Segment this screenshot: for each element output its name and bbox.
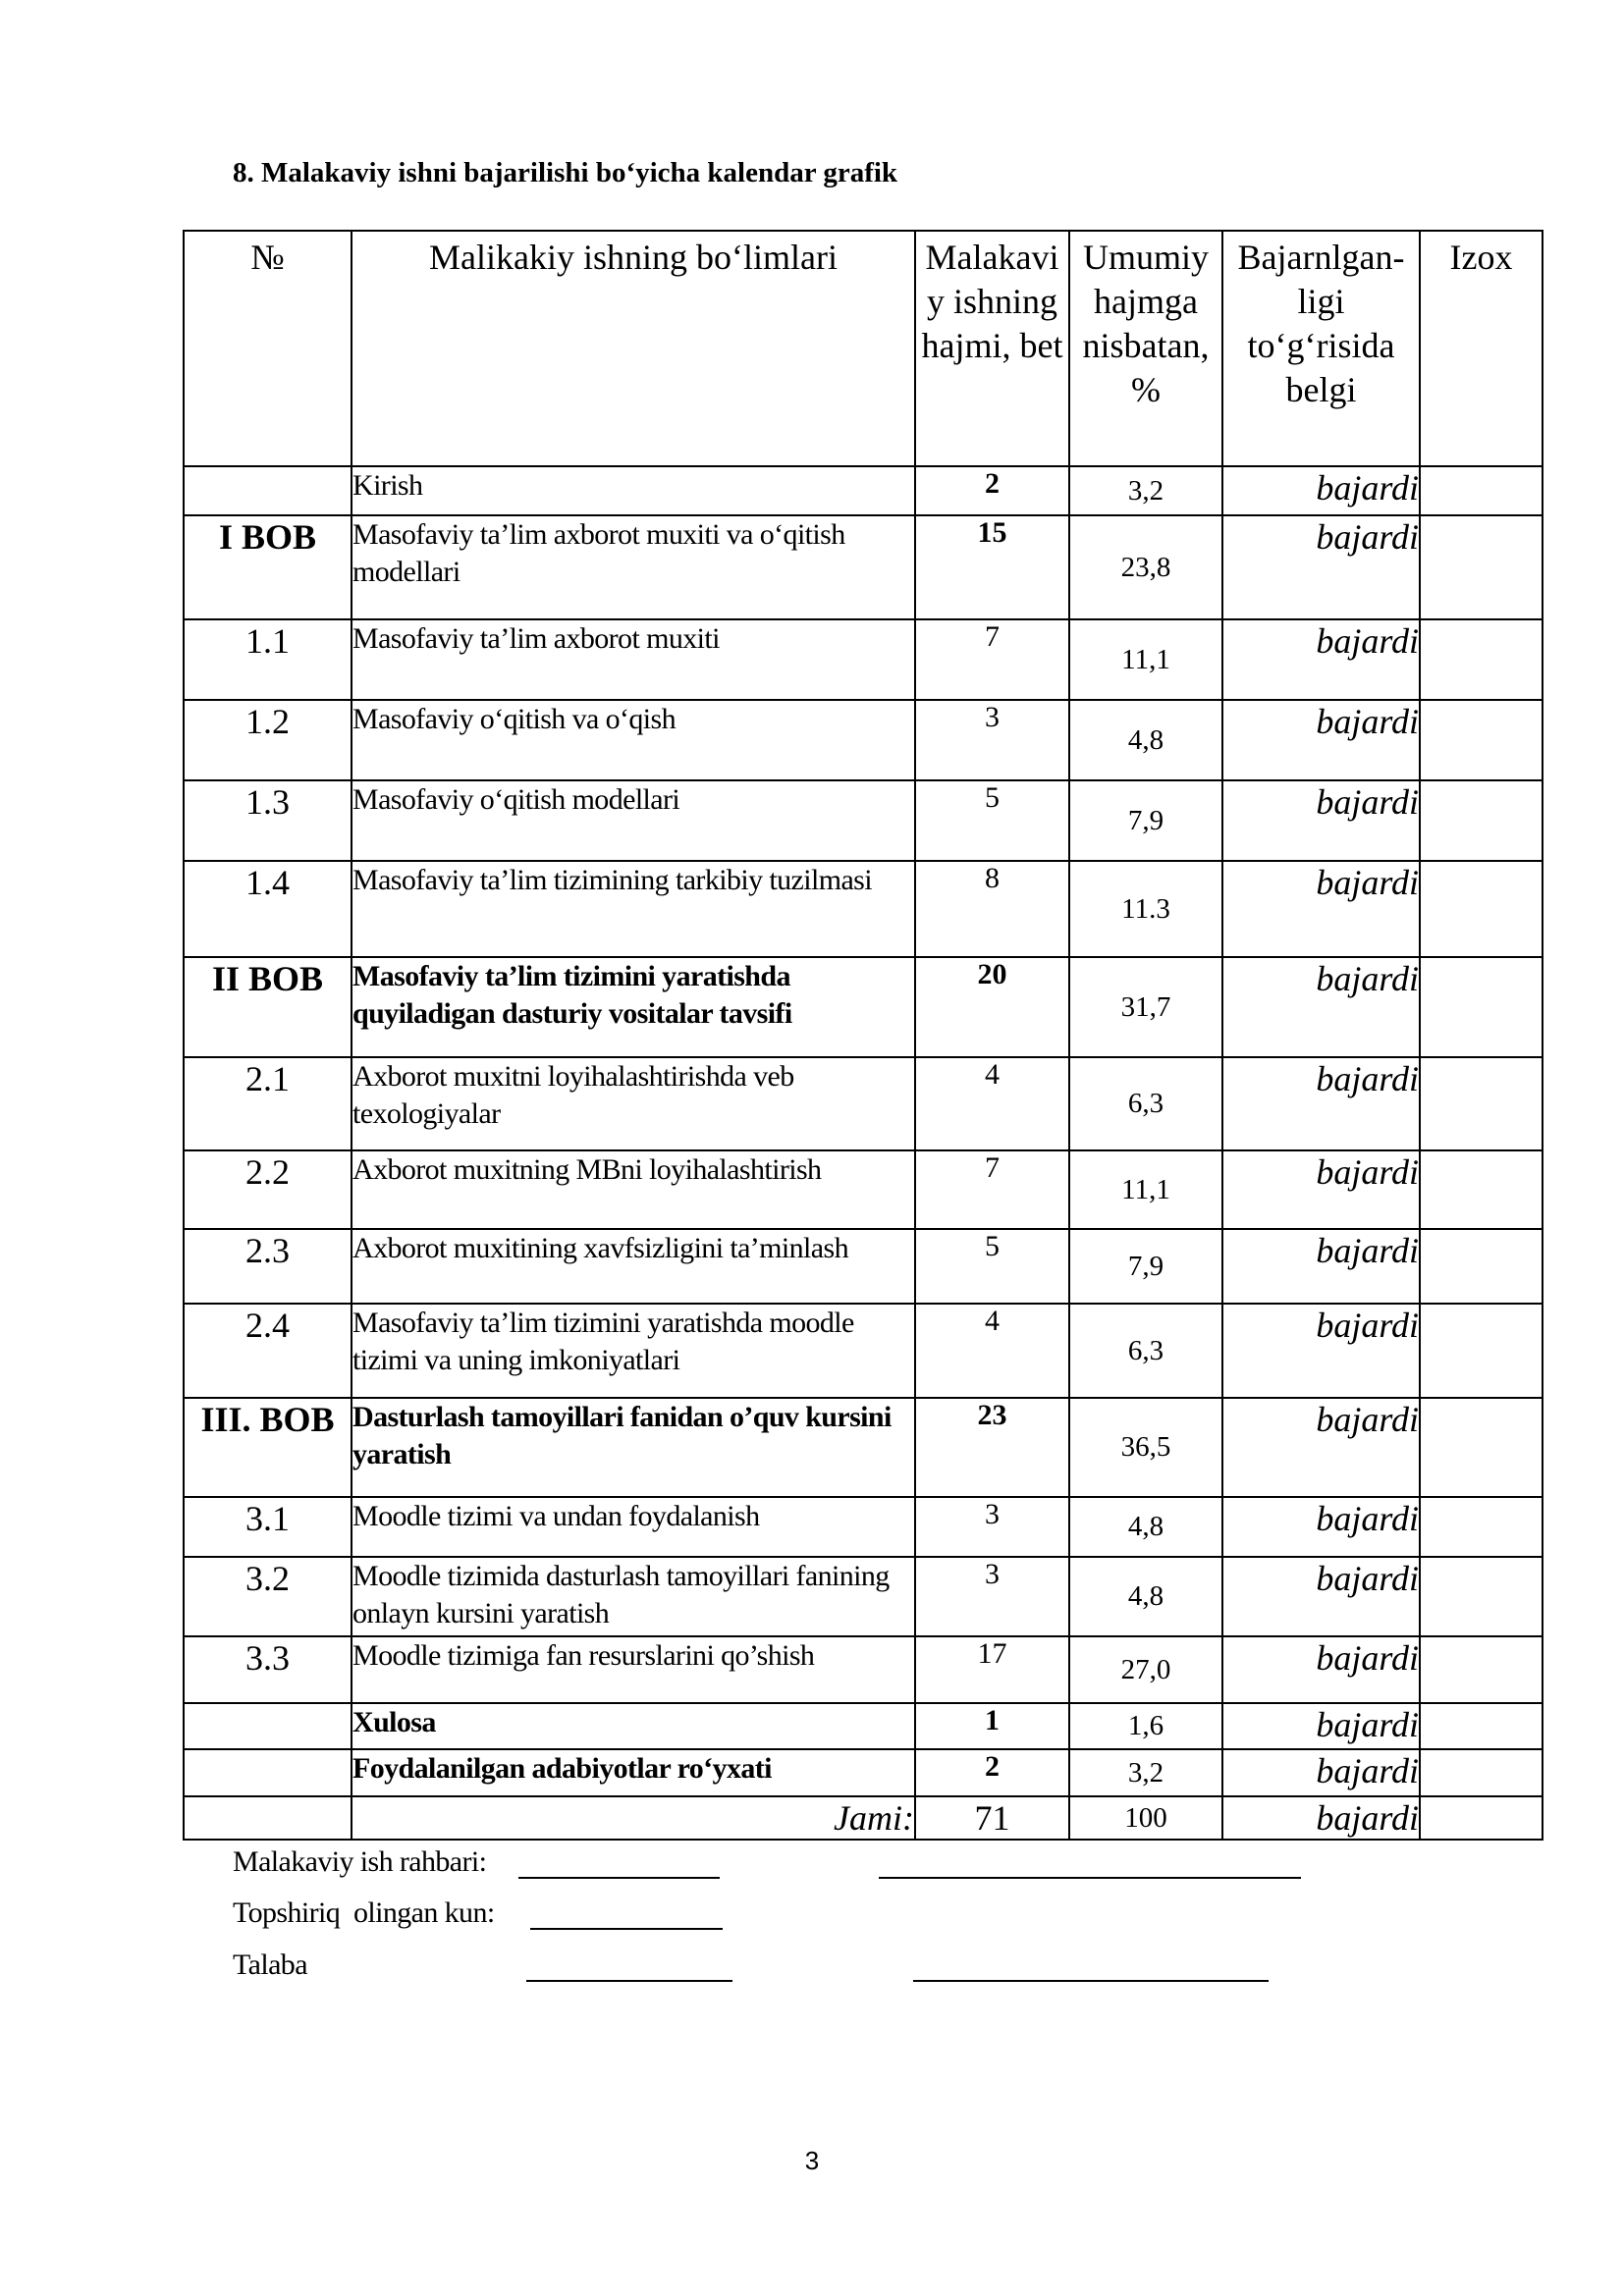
row-status: bajardi bbox=[1222, 1229, 1420, 1304]
assigned-date-label: Topshiriq olingan kun: bbox=[233, 1896, 495, 1929]
header-sections: Malikakiy ishning bo‘limlari bbox=[352, 231, 915, 466]
row-section-title: Kirish bbox=[352, 466, 915, 515]
student-signature-line bbox=[526, 1949, 732, 1982]
row-percent: 7,9 bbox=[1069, 1229, 1222, 1304]
row-note bbox=[1420, 1229, 1543, 1304]
row-number: 2.1 bbox=[184, 1057, 352, 1150]
row-number: III. BOB bbox=[184, 1398, 352, 1497]
row-status: bajardi bbox=[1222, 466, 1420, 515]
header-volume: Malakavi y ishning hajmi, bet bbox=[915, 231, 1069, 466]
row-percent: 31,7 bbox=[1069, 957, 1222, 1057]
table-body bbox=[184, 466, 1543, 1796]
row-pages: 3 bbox=[915, 1497, 1069, 1557]
row-section-title: Axborot muxitni loyihalashtirishda veb texologiyalar bbox=[352, 1057, 915, 1150]
row-section-title: Masofaviy o‘qitish modellari bbox=[352, 780, 915, 861]
header-status: Bajarnlgan-ligi to‘g‘risida belgi bbox=[1222, 231, 1420, 466]
table-row bbox=[184, 861, 1543, 957]
table-row bbox=[184, 619, 1543, 700]
row-number bbox=[184, 1749, 352, 1796]
row-percent: 11,1 bbox=[1069, 1150, 1222, 1229]
row-status: bajardi bbox=[1222, 1304, 1420, 1398]
table-row bbox=[184, 1557, 1543, 1636]
row-pages: 3 bbox=[915, 1557, 1069, 1636]
row-percent: 4,8 bbox=[1069, 1497, 1222, 1557]
supervisor-signature-line bbox=[518, 1845, 720, 1879]
row-pages: 3 bbox=[915, 700, 1069, 780]
table-row bbox=[184, 1057, 1543, 1150]
row-section-title: Dasturlash tamoyillari fanidan o’quv kursini yaratish bbox=[352, 1398, 915, 1497]
row-section-title: Xulosa bbox=[352, 1703, 915, 1749]
total-pages: 71 bbox=[915, 1796, 1069, 1840]
row-note bbox=[1420, 466, 1543, 515]
row-number: 3.1 bbox=[184, 1497, 352, 1557]
table-row bbox=[184, 700, 1543, 780]
row-note bbox=[1420, 1636, 1543, 1703]
row-pages: 23 bbox=[915, 1398, 1069, 1497]
total-number-cell bbox=[184, 1796, 352, 1840]
row-note bbox=[1420, 861, 1543, 957]
row-status: bajardi bbox=[1222, 700, 1420, 780]
row-section-title: Masofaviy ta’lim tizimini yaratishda quyiladigan dasturiy vositalar tavsifi bbox=[352, 957, 915, 1057]
page-number: 3 bbox=[804, 2146, 820, 2175]
row-status: bajardi bbox=[1222, 1398, 1420, 1497]
row-number: 2.2 bbox=[184, 1150, 352, 1229]
row-section-title: Masofaviy ta’lim axborot muxiti va o‘qitish modellari bbox=[352, 515, 915, 619]
table-row bbox=[184, 780, 1543, 861]
row-percent: 11,1 bbox=[1069, 619, 1222, 700]
row-note bbox=[1420, 619, 1543, 700]
row-section-title: Axborot muxitning MBni loyihalashtirish bbox=[352, 1150, 915, 1229]
row-status: bajardi bbox=[1222, 861, 1420, 957]
row-pages: 2 bbox=[915, 466, 1069, 515]
row-percent: 6,3 bbox=[1069, 1304, 1222, 1398]
row-percent: 27,0 bbox=[1069, 1636, 1222, 1703]
row-note bbox=[1420, 957, 1543, 1057]
row-section-title: Masofaviy ta’lim tizimining tarkibiy tuzilmasi bbox=[352, 861, 915, 957]
row-section-title: Moodle tizimi va undan foydalanish bbox=[352, 1497, 915, 1557]
row-number: 1.2 bbox=[184, 700, 352, 780]
row-pages: 4 bbox=[915, 1304, 1069, 1398]
row-status: bajardi bbox=[1222, 515, 1420, 619]
row-number: I BOB bbox=[184, 515, 352, 619]
row-status: bajardi bbox=[1222, 1497, 1420, 1557]
row-status: bajardi bbox=[1222, 619, 1420, 700]
assigned-date-line bbox=[530, 1896, 723, 1930]
row-status: bajardi bbox=[1222, 1636, 1420, 1703]
table-row bbox=[184, 1749, 1543, 1796]
table-row bbox=[184, 1229, 1543, 1304]
row-status: bajardi bbox=[1222, 1749, 1420, 1796]
table-header-row bbox=[184, 231, 1543, 466]
row-pages: 17 bbox=[915, 1636, 1069, 1703]
row-section-title: Masofaviy ta’lim tizimini yaratishda moodle tizimi va uning imkoniyatlari bbox=[352, 1304, 915, 1398]
row-note bbox=[1420, 1703, 1543, 1749]
table-row bbox=[184, 957, 1543, 1057]
row-status: bajardi bbox=[1222, 1557, 1420, 1636]
row-pages: 5 bbox=[915, 1229, 1069, 1304]
row-number: 3.3 bbox=[184, 1636, 352, 1703]
row-section-title: Moodle tizimida dasturlash tamoyillari fanining onlayn kursini yaratish bbox=[352, 1557, 915, 1636]
row-percent: 23,8 bbox=[1069, 515, 1222, 619]
row-note bbox=[1420, 780, 1543, 861]
row-section-title: Foydalanilgan adabiyotlar ro‘yxati bbox=[352, 1749, 915, 1796]
row-percent: 6,3 bbox=[1069, 1057, 1222, 1150]
header-note: Izox bbox=[1420, 231, 1543, 466]
row-status: bajardi bbox=[1222, 1703, 1420, 1749]
row-note bbox=[1420, 1749, 1543, 1796]
row-number: 2.3 bbox=[184, 1229, 352, 1304]
row-percent: 7,9 bbox=[1069, 780, 1222, 861]
row-note bbox=[1420, 1497, 1543, 1557]
row-percent: 3,2 bbox=[1069, 466, 1222, 515]
row-note bbox=[1420, 515, 1543, 619]
row-note bbox=[1420, 1150, 1543, 1229]
table-row bbox=[184, 1304, 1543, 1398]
row-percent: 11.3 bbox=[1069, 861, 1222, 957]
total-status: bajardi bbox=[1222, 1796, 1420, 1840]
row-pages: 20 bbox=[915, 957, 1069, 1057]
row-percent: 4,8 bbox=[1069, 700, 1222, 780]
row-pages: 15 bbox=[915, 515, 1069, 619]
row-note bbox=[1420, 700, 1543, 780]
header-percent: Umumiy hajmga nisbatan, % bbox=[1069, 231, 1222, 466]
row-percent: 3,2 bbox=[1069, 1749, 1222, 1796]
row-pages: 2 bbox=[915, 1749, 1069, 1796]
calendar-table bbox=[183, 230, 1543, 1841]
row-section-title: Moodle tizimiga fan resurslarini qo’shish bbox=[352, 1636, 915, 1703]
row-status: bajardi bbox=[1222, 780, 1420, 861]
row-note bbox=[1420, 1398, 1543, 1497]
total-note-cell bbox=[1420, 1796, 1543, 1840]
total-percent: 100 bbox=[1069, 1796, 1222, 1840]
row-section-title: Masofaviy o‘qitish va o‘qish bbox=[352, 700, 915, 780]
student-name-line bbox=[913, 1949, 1269, 1982]
student-label: Talaba bbox=[233, 1949, 307, 1981]
row-pages: 7 bbox=[915, 619, 1069, 700]
supervisor-name-line bbox=[879, 1845, 1301, 1879]
row-note bbox=[1420, 1057, 1543, 1150]
row-number: 2.4 bbox=[184, 1304, 352, 1398]
row-number: 1.3 bbox=[184, 780, 352, 861]
row-number bbox=[184, 1703, 352, 1749]
document-heading: 8. Malakaviy ishni bajarilishi bo‘yicha kalendar grafik bbox=[233, 157, 898, 188]
total-row bbox=[184, 1796, 1543, 1840]
row-note bbox=[1420, 1304, 1543, 1398]
row-number bbox=[184, 466, 352, 515]
row-section-title: Masofaviy ta’lim axborot muxiti bbox=[352, 619, 915, 700]
row-status: bajardi bbox=[1222, 957, 1420, 1057]
table-row bbox=[184, 1150, 1543, 1229]
row-percent: 1,6 bbox=[1069, 1703, 1222, 1749]
row-pages: 1 bbox=[915, 1703, 1069, 1749]
row-status: bajardi bbox=[1222, 1150, 1420, 1229]
total-label: Jami: bbox=[352, 1796, 915, 1840]
table-row bbox=[184, 1636, 1543, 1703]
row-percent: 4,8 bbox=[1069, 1557, 1222, 1636]
table-row bbox=[184, 1398, 1543, 1497]
row-pages: 7 bbox=[915, 1150, 1069, 1229]
row-number: 3.2 bbox=[184, 1557, 352, 1636]
row-percent: 36,5 bbox=[1069, 1398, 1222, 1497]
row-pages: 8 bbox=[915, 861, 1069, 957]
row-pages: 4 bbox=[915, 1057, 1069, 1150]
supervisor-label: Malakaviy ish rahbari: bbox=[233, 1845, 487, 1878]
row-number: 1.4 bbox=[184, 861, 352, 957]
row-number: II BOB bbox=[184, 957, 352, 1057]
row-section-title: Axborot muxitining xavfsizligini ta’minlash bbox=[352, 1229, 915, 1304]
table-row bbox=[184, 515, 1543, 619]
row-number: 1.1 bbox=[184, 619, 352, 700]
table-row bbox=[184, 1497, 1543, 1557]
row-status: bajardi bbox=[1222, 1057, 1420, 1150]
row-note bbox=[1420, 1557, 1543, 1636]
table-row bbox=[184, 466, 1543, 515]
header-number: № bbox=[184, 231, 352, 466]
table-row bbox=[184, 1703, 1543, 1749]
row-pages: 5 bbox=[915, 780, 1069, 861]
